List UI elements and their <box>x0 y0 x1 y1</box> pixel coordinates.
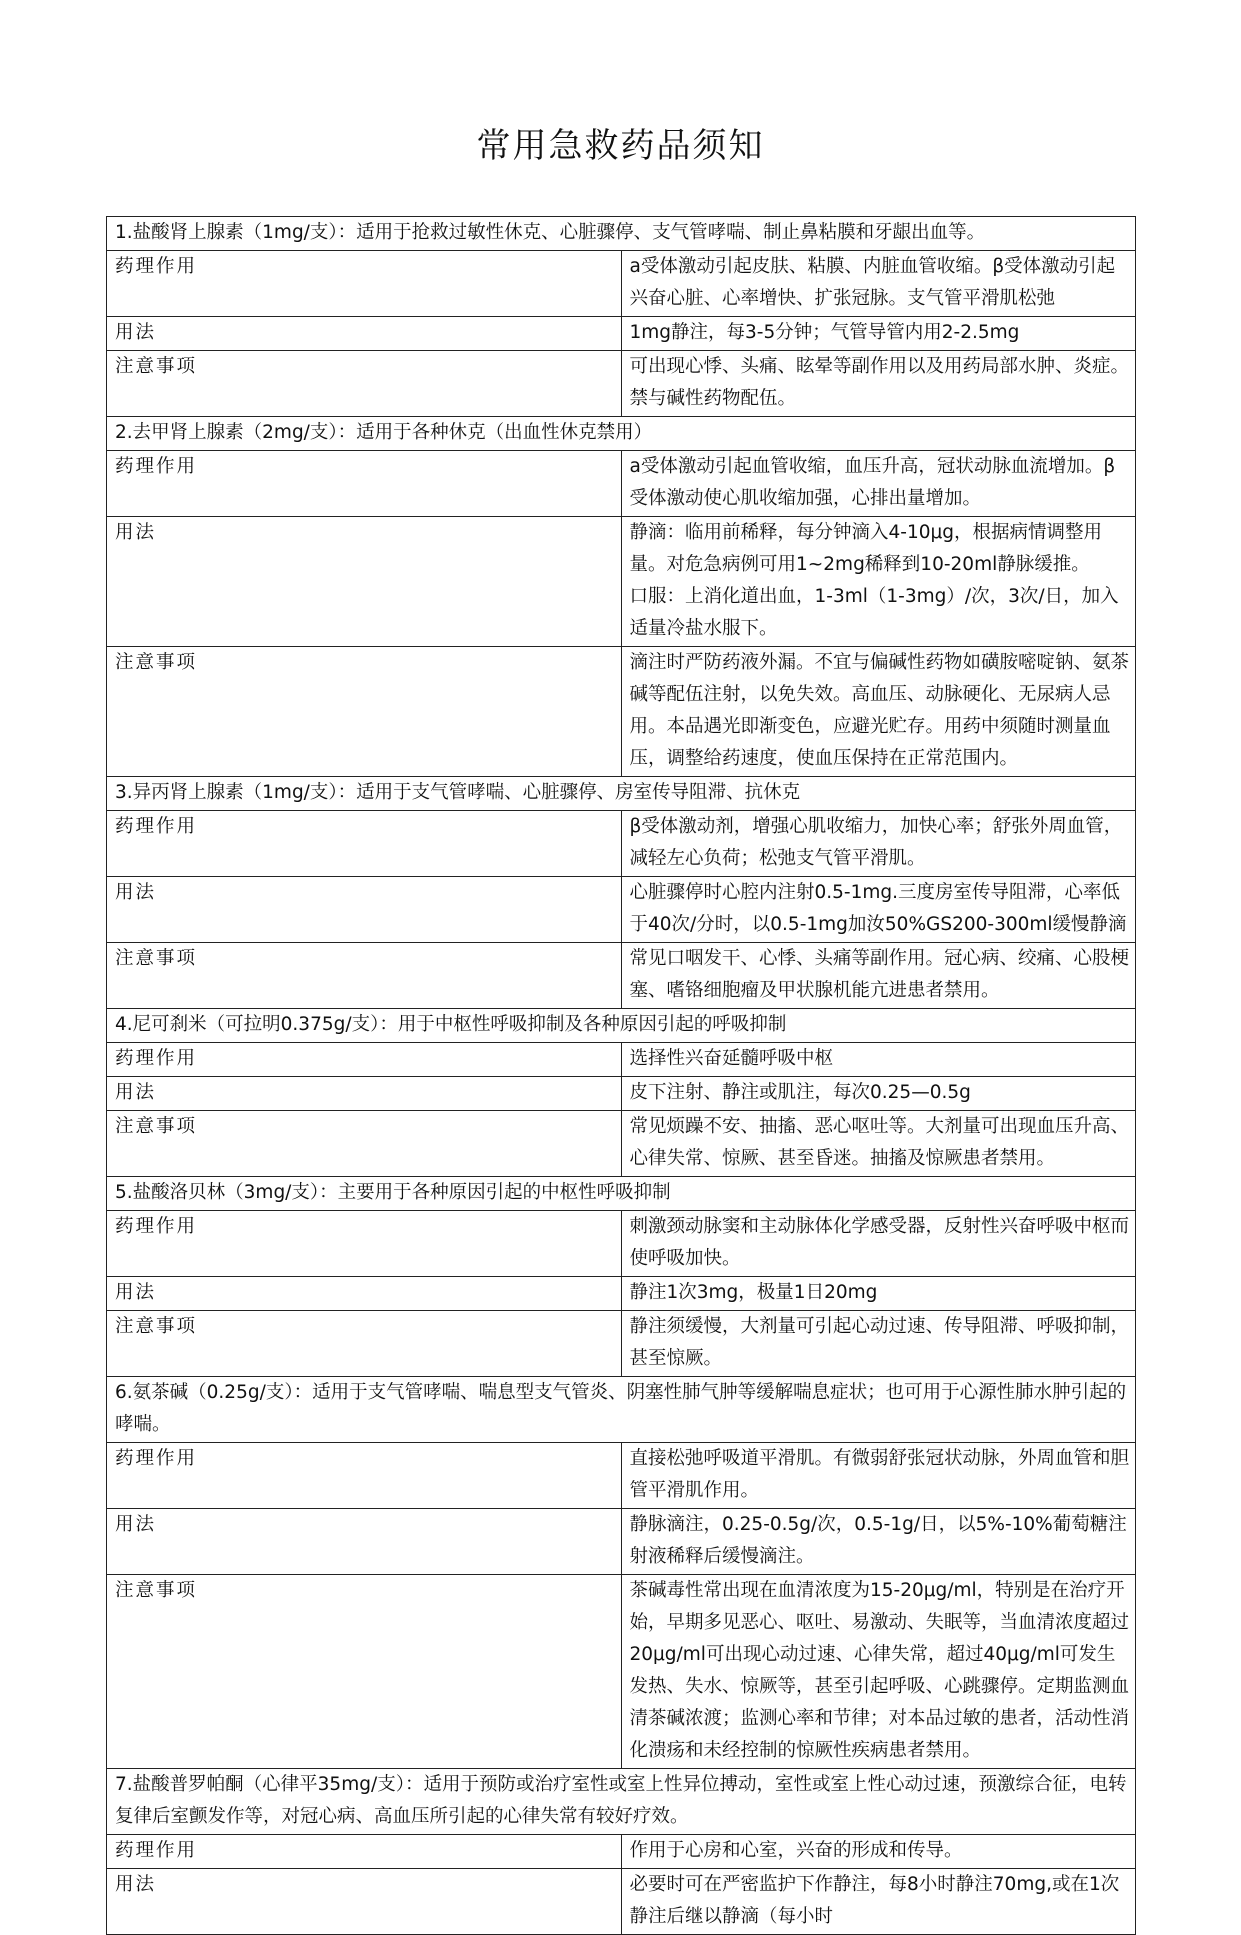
usage-line: 必要时可在严密监护下作静注，每8小时静注70mg,或在1次静注后继以静滴（每小时 <box>629 1874 1120 1927</box>
usage-row <box>107 1077 1136 1111</box>
usage-row <box>107 1277 1136 1311</box>
usage-text <box>621 1509 1136 1575</box>
notes-row <box>107 1111 1136 1177</box>
usage-line: 1mg静注，每3-5分钟；气管导管内用2-2.5mg <box>629 322 1020 343</box>
usage-line: 口服：上消化道出血，1-3ml（1-3mg）/次，3次/日，加入适量冷盐水服下。 <box>629 586 1119 639</box>
pharmacology-label: 药理作用 <box>107 251 622 317</box>
pharmacology-label: 药理作用 <box>107 1211 622 1277</box>
pharmacology-row <box>107 811 1136 877</box>
usage-label: 用法 <box>107 517 622 647</box>
notes-label: 注意事项 <box>107 1111 622 1177</box>
usage-line: 静滴：临用前稀释，每分钟滴入4-10μg，根据病情调整用量。对危急病例可用1~2mg稀释到10-20ml静脉缓推。 <box>629 522 1103 575</box>
notes-text: 常见烦躁不安、抽搐、恶心呕吐等。大剂量可出现血压升高、心律失常、惊厥、甚至昏迷。抽搐及惊厥患者禁用。 <box>621 1111 1136 1177</box>
pharmacology-text: a受体激动引起血管收缩，血压升高，冠状动脉血流增加。β受体激动使心肌收缩加强，心排出量增加。 <box>621 451 1136 517</box>
drug-info-table <box>106 216 1136 1935</box>
notes-label: 注意事项 <box>107 647 622 777</box>
pharmacology-row <box>107 1211 1136 1277</box>
notes-row <box>107 351 1136 417</box>
drug-header-row <box>107 1769 1136 1835</box>
drug-header: 7.盐酸普罗帕酮（心律平35mg/支）：适用于预防或治疗室性或室上性异位搏动，室性或室上性心动过速，预激综合征，电转复律后室颤发作等，对冠心病、高血压所引起的心律失常有较好疗效。 <box>107 1769 1136 1835</box>
drug-header-row <box>107 777 1136 811</box>
document-title: 常用急救药品须知 <box>476 126 765 166</box>
notes-label: 注意事项 <box>107 1575 622 1769</box>
notes-label: 注意事项 <box>107 943 622 1009</box>
notes-text: 滴注时严防药液外漏。不宜与偏碱性药物如磺胺嘧啶钠、氨茶碱等配伍注射，以免失效。高血压、动脉硬化、无尿病人忌用。本品遇光即渐变色，应避光贮存。用药中须随时测量血压，调整给药速度，使血压保持在正常范围内。 <box>621 647 1136 777</box>
pharmacology-label: 药理作用 <box>107 451 622 517</box>
drug-header-row <box>107 1009 1136 1043</box>
pharmacology-text: 选择性兴奋延髓呼吸中枢 <box>621 1043 1136 1077</box>
usage-label: 用法 <box>107 1277 622 1311</box>
pharmacology-text: 直接松弛呼吸道平滑肌。有微弱舒张冠状动脉，外周血管和胆管平滑肌作用。 <box>621 1443 1136 1509</box>
pharmacology-row <box>107 1835 1136 1869</box>
usage-row <box>107 1509 1136 1575</box>
drug-header: 4.尼可刹米（可拉明0.375g/支）：用于中枢性呼吸抑制及各种原因引起的呼吸抑制 <box>107 1009 1136 1043</box>
pharmacology-text: 刺激颈动脉窦和主动脉体化学感受器，反射性兴奋呼吸中枢而使呼吸加快。 <box>621 1211 1136 1277</box>
notes-text: 茶碱毒性常出现在血清浓度为15-20μg/ml，特别是在治疗开始，早期多见恶心、呕吐、易激动、失眠等，当血清浓度超过20μg/ml可出现心动过速、心律失常，超过40μg/ml可发生发热、失水、惊厥等，甚至引起呼吸、心跳骤停。定期监测血清茶碱浓渡；监测心率和节律；对本品过敏的患者，活动性消化溃疡和未经控制的惊厥性疾病患者禁用。 <box>621 1575 1136 1769</box>
pharmacology-label: 药理作用 <box>107 1443 622 1509</box>
drug-header: 1.盐酸肾上腺素（1mg/支）：适用于抢救过敏性休克、心脏骤停、支气管哮喘、制止鼻粘膜和牙龈出血等。 <box>107 217 1136 251</box>
usage-row <box>107 1869 1136 1935</box>
usage-line: 静脉滴注，0.25-0.5g/次，0.5-1g/日，以5%-10%葡萄糖注射液稀释后缓慢滴注。 <box>629 1514 1127 1567</box>
usage-label: 用法 <box>107 317 622 351</box>
pharmacology-row <box>107 251 1136 317</box>
drug-header: 3.异丙肾上腺素（1mg/支）：适用于支气管哮喘、心脏骤停、房室传导阻滞、抗休克 <box>107 777 1136 811</box>
drug-header: 2.去甲肾上腺素（2mg/支）：适用于各种休克（出血性休克禁用） <box>107 417 1136 451</box>
drug-header-row <box>107 1377 1136 1443</box>
usage-row <box>107 317 1136 351</box>
drug-header-row <box>107 217 1136 251</box>
usage-text <box>621 517 1136 647</box>
drug-header: 6.氨茶碱（0.25g/支）：适用于支气管哮喘、喘息型支气管炎、阴塞性肺气肿等缓解喘息症状；也可用于心源性肺水肿引起的哮喘。 <box>107 1377 1136 1443</box>
pharmacology-label: 药理作用 <box>107 1835 622 1869</box>
usage-label: 用法 <box>107 877 622 943</box>
usage-text <box>621 317 1136 351</box>
notes-label: 注意事项 <box>107 351 622 417</box>
notes-label: 注意事项 <box>107 1311 622 1377</box>
usage-text <box>621 1869 1136 1935</box>
notes-text: 静注须缓慢，大剂量可引起心动过速、传导阻滞、呼吸抑制，甚至惊厥。 <box>621 1311 1136 1377</box>
notes-text: 可出现心悸、头痛、眩晕等副作用以及用药局部水肿、炎症。禁与碱性药物配伍。 <box>621 351 1136 417</box>
pharmacology-text: 作用于心房和心室，兴奋的形成和传导。 <box>621 1835 1136 1869</box>
drug-header-row <box>107 417 1136 451</box>
usage-line: 皮下注射、静注或肌注，每次0.25—0.5g <box>629 1082 971 1103</box>
usage-text <box>621 877 1136 943</box>
notes-row <box>107 1575 1136 1769</box>
pharmacology-text: β受体激动剂，增强心肌收缩力，加快心率；舒张外周血管，减轻左心负荷；松弛支气管平滑肌。 <box>621 811 1136 877</box>
drug-header-row <box>107 1177 1136 1211</box>
drug-header: 5.盐酸洛贝林（3mg/支）：主要用于各种原因引起的中枢性呼吸抑制 <box>107 1177 1136 1211</box>
pharmacology-text: a受体激动引起皮肤、粘膜、内脏血管收缩。β受体激动引起兴奋心脏、心率增快、扩张冠脉。支气管平滑肌松弛 <box>621 251 1136 317</box>
notes-row <box>107 1311 1136 1377</box>
usage-label: 用法 <box>107 1869 622 1935</box>
usage-line: 心脏骤停时心腔内注射0.5-1mg.三度房室传导阻滞，心率低于40次/分时，以0.5-1mg加汝50%GS200-300ml缓慢静滴 <box>629 882 1127 935</box>
pharmacology-row <box>107 451 1136 517</box>
usage-text <box>621 1277 1136 1311</box>
pharmacology-row <box>107 1443 1136 1509</box>
pharmacology-row <box>107 1043 1136 1077</box>
pharmacology-label: 药理作用 <box>107 811 622 877</box>
usage-line: 静注1次3mg，极量1日20mg <box>629 1282 878 1303</box>
usage-text <box>621 1077 1136 1111</box>
notes-row <box>107 943 1136 1009</box>
notes-row <box>107 647 1136 777</box>
usage-label: 用法 <box>107 1077 622 1111</box>
notes-text: 常见口咽发干、心悸、头痛等副作用。冠心病、绞痛、心股梗塞、嗜铬细胞瘤及甲状腺机能亢进患者禁用。 <box>621 943 1136 1009</box>
usage-row <box>107 877 1136 943</box>
usage-label: 用法 <box>107 1509 622 1575</box>
usage-row <box>107 517 1136 647</box>
pharmacology-label: 药理作用 <box>107 1043 622 1077</box>
